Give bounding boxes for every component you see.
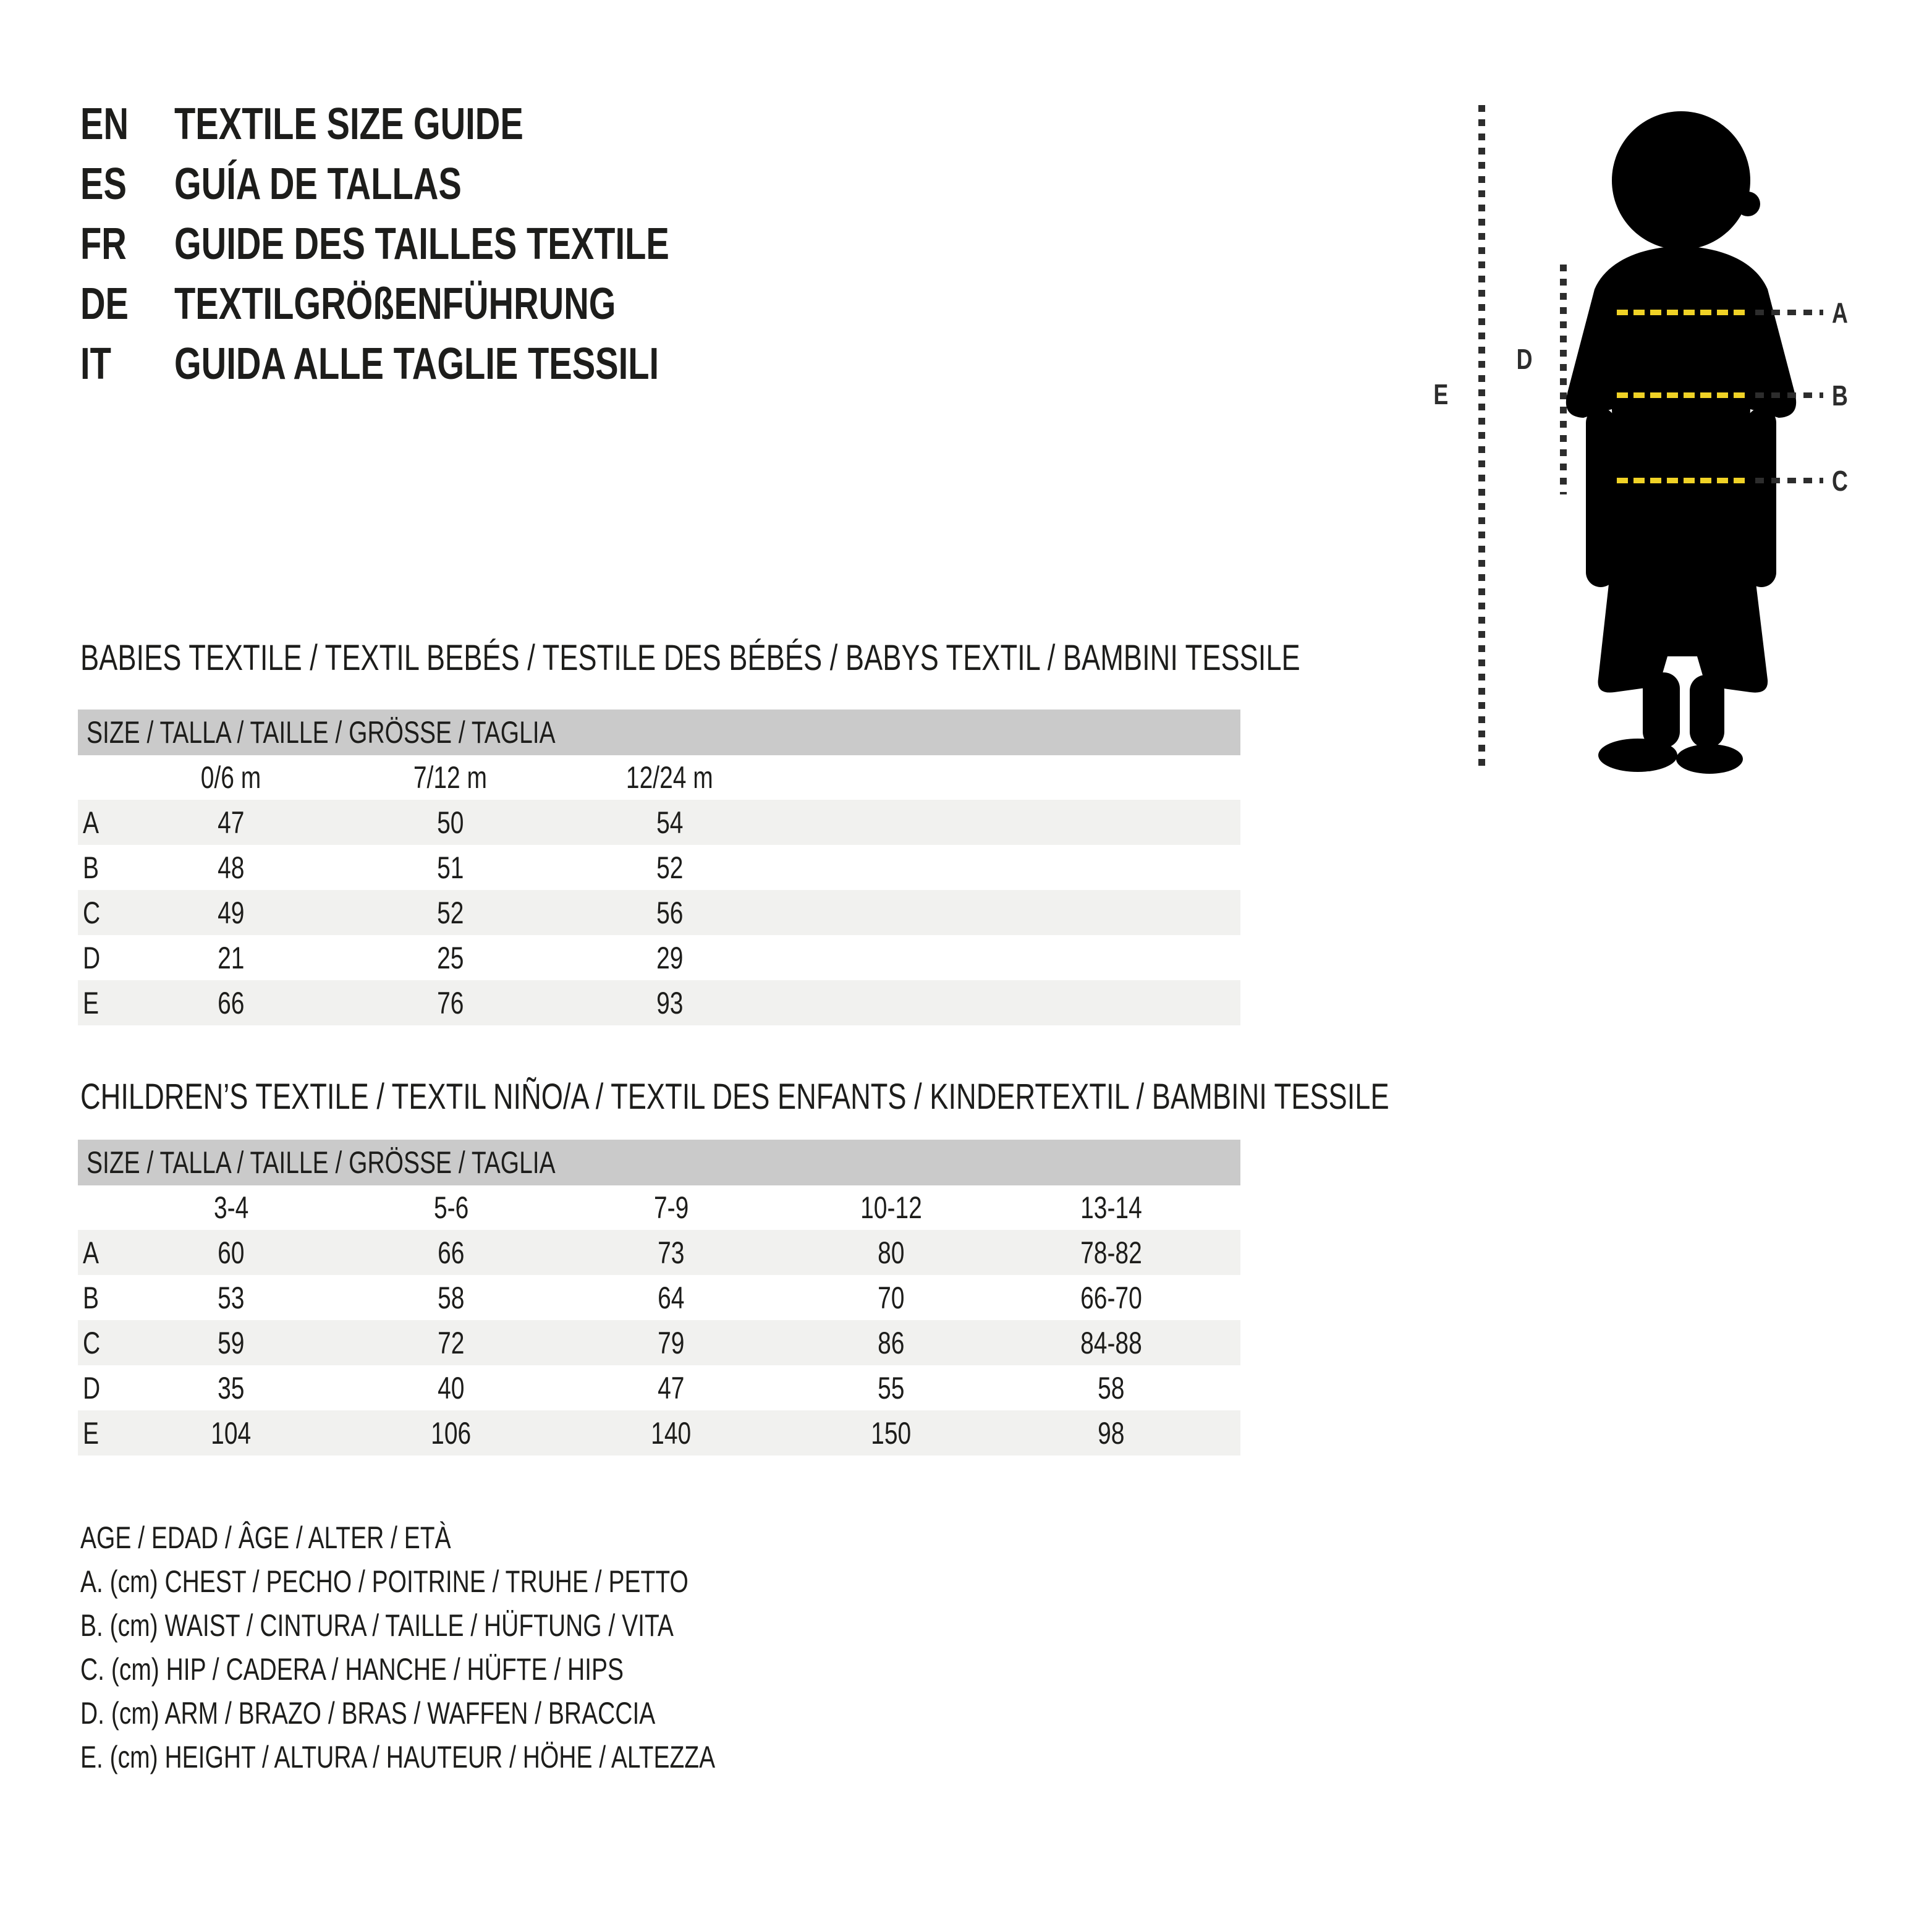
cell-value: 79 [658,1325,685,1360]
column-header: 3-4 [213,1190,249,1225]
row-label: B [83,850,100,885]
children-size-header-bar: SIZE / TALLA / TAILLE / GRÖSSE / TAGLIA [78,1140,1240,1185]
cell-value: 106 [431,1415,472,1451]
legend-line-hip: C. (cm) HIP / CADERA / HANCHE / HÜFTE / HIPS [80,1651,624,1687]
legend-line-waist: B. (cm) WAIST / CINTURA / TAILLE / HÜFTUNG / VITA [80,1608,674,1643]
row-label: B [83,1280,100,1315]
cell-value: 60 [218,1235,245,1270]
cell-value: 140 [651,1415,692,1451]
table-row [78,1320,1240,1365]
row-label: E [83,985,100,1020]
children-section-title: CHILDREN’S TEXTILE / TEXTIL NIÑO/A / TEXTIL DES ENFANTS / KINDERTEXTIL / BAMBINI TESSILE [80,1077,1389,1117]
cell-value: 52 [436,895,464,930]
cell-value: 52 [656,850,684,885]
cell-value: 58 [438,1280,465,1315]
lang-title: TEXTILE SIZE GUIDE [174,99,523,149]
cell-value: 80 [878,1235,905,1270]
lang-row-de [80,274,809,334]
lang-row-it [80,334,809,394]
chest-line-yellow [1617,310,1748,315]
cell-value: 51 [436,850,464,885]
chest-line-dark [1755,310,1823,315]
column-header: 7/12 m [413,760,488,795]
legend-line-age: AGE / EDAD / ÂGE / ALTER / ETÀ [80,1520,451,1555]
cell-value: 64 [658,1280,685,1315]
lang-code: IT [80,339,111,389]
lang-row-fr [80,214,809,274]
babies-size-header-bar: SIZE / TALLA / TAILLE / GRÖSSE / TAGLIA [78,710,1240,755]
cell-value: 35 [218,1370,245,1405]
cell-value: 66-70 [1080,1280,1142,1315]
table-row [78,1410,1240,1455]
row-label: A [83,805,100,840]
table-row [78,980,1240,1025]
table-row [78,890,1240,935]
table-row [78,800,1240,845]
cell-value: 70 [878,1280,905,1315]
lang-code: ES [80,159,127,209]
children-column-header-row [78,1185,1240,1230]
cell-value: 150 [871,1415,912,1451]
hip-measure-label: C [1832,465,1848,497]
row-label: C [83,895,101,930]
cell-value: 47 [217,805,245,840]
babies-column-header-row [78,755,1240,800]
column-header: 13-14 [1080,1190,1142,1225]
table-row [78,1230,1240,1275]
cell-value: 104 [211,1415,252,1451]
cell-value: 76 [436,985,464,1020]
cell-value: 59 [218,1325,245,1360]
column-header: 5-6 [433,1190,469,1225]
hip-line-dark [1755,478,1823,483]
column-header: 12/24 m [626,760,713,795]
hip-line-yellow [1617,478,1748,483]
lang-code: DE [80,279,129,329]
waist-measure-label: B [1832,379,1848,412]
chest-measure-label: A [1832,297,1848,329]
lang-row-en [80,94,809,154]
cell-value: 93 [656,985,684,1020]
legend-line-chest: A. (cm) CHEST / PECHO / POITRINE / TRUHE / PETTO [80,1564,688,1599]
column-header: 0/6 m [200,760,261,795]
babies-size-table [78,710,1240,1025]
arm-measure-label: D [1517,343,1533,375]
language-title-list [80,94,809,394]
lang-code: FR [80,219,127,269]
cell-value: 53 [218,1280,245,1315]
height-measure-label: E [1433,378,1448,410]
cell-value: 86 [878,1325,905,1360]
cell-value: 66 [217,985,245,1020]
column-header: 7-9 [653,1190,689,1225]
legend-line-height: E. (cm) HEIGHT / ALTURA / HAUTEUR / HÖHE / ALTEZZA [80,1739,716,1774]
table-row [78,1365,1240,1410]
cell-value: 55 [878,1370,905,1405]
legend-line-arm: D. (cm) ARM / BRAZO / BRAS / WAFFEN / BRACCIA [80,1695,656,1731]
child-silhouette [1557,99,1805,785]
cell-value: 25 [436,940,464,975]
cell-value: 72 [438,1325,465,1360]
cell-value: 98 [1098,1415,1125,1451]
lang-title: GUÍA DE TALLAS [174,159,462,209]
cell-value: 47 [658,1370,685,1405]
measurement-legend [80,1515,894,1779]
cell-value: 50 [436,805,464,840]
lang-row-es [80,154,809,214]
cell-value: 40 [438,1370,465,1405]
lang-title: GUIDA ALLE TAGLIE TESSILI [174,339,659,389]
row-label: C [83,1325,101,1360]
table-row [78,935,1240,980]
cell-value: 78-82 [1080,1235,1142,1270]
cell-value: 54 [656,805,684,840]
table-row [78,845,1240,890]
column-header: 10-12 [860,1190,922,1225]
babies-section-title: BABIES TEXTILE / TEXTIL BEBÉS / TESTILE DES BÉBÉS / BABYS TEXTIL / BAMBINI TESSILE [80,638,1300,678]
table-row [78,1275,1240,1320]
lang-title: GUIDE DES TAILLES TEXTILE [174,219,669,269]
cell-value: 56 [656,895,684,930]
waist-line-dark [1755,392,1823,398]
row-label: D [83,1370,101,1405]
waist-line-yellow [1617,392,1748,398]
cell-value: 21 [217,940,245,975]
cell-value: 49 [217,895,245,930]
cell-value: 48 [217,850,245,885]
cell-value: 73 [658,1235,685,1270]
lang-title: TEXTILGRÖßENFÜHRUNG [174,279,616,329]
row-label: E [83,1415,100,1451]
cell-value: 29 [656,940,684,975]
cell-value: 66 [438,1235,465,1270]
row-label: A [83,1235,100,1270]
children-size-table [78,1140,1240,1455]
row-label: D [83,940,101,975]
cell-value: 84-88 [1080,1325,1142,1360]
cell-value: 58 [1098,1370,1125,1405]
lang-code: EN [80,99,129,149]
